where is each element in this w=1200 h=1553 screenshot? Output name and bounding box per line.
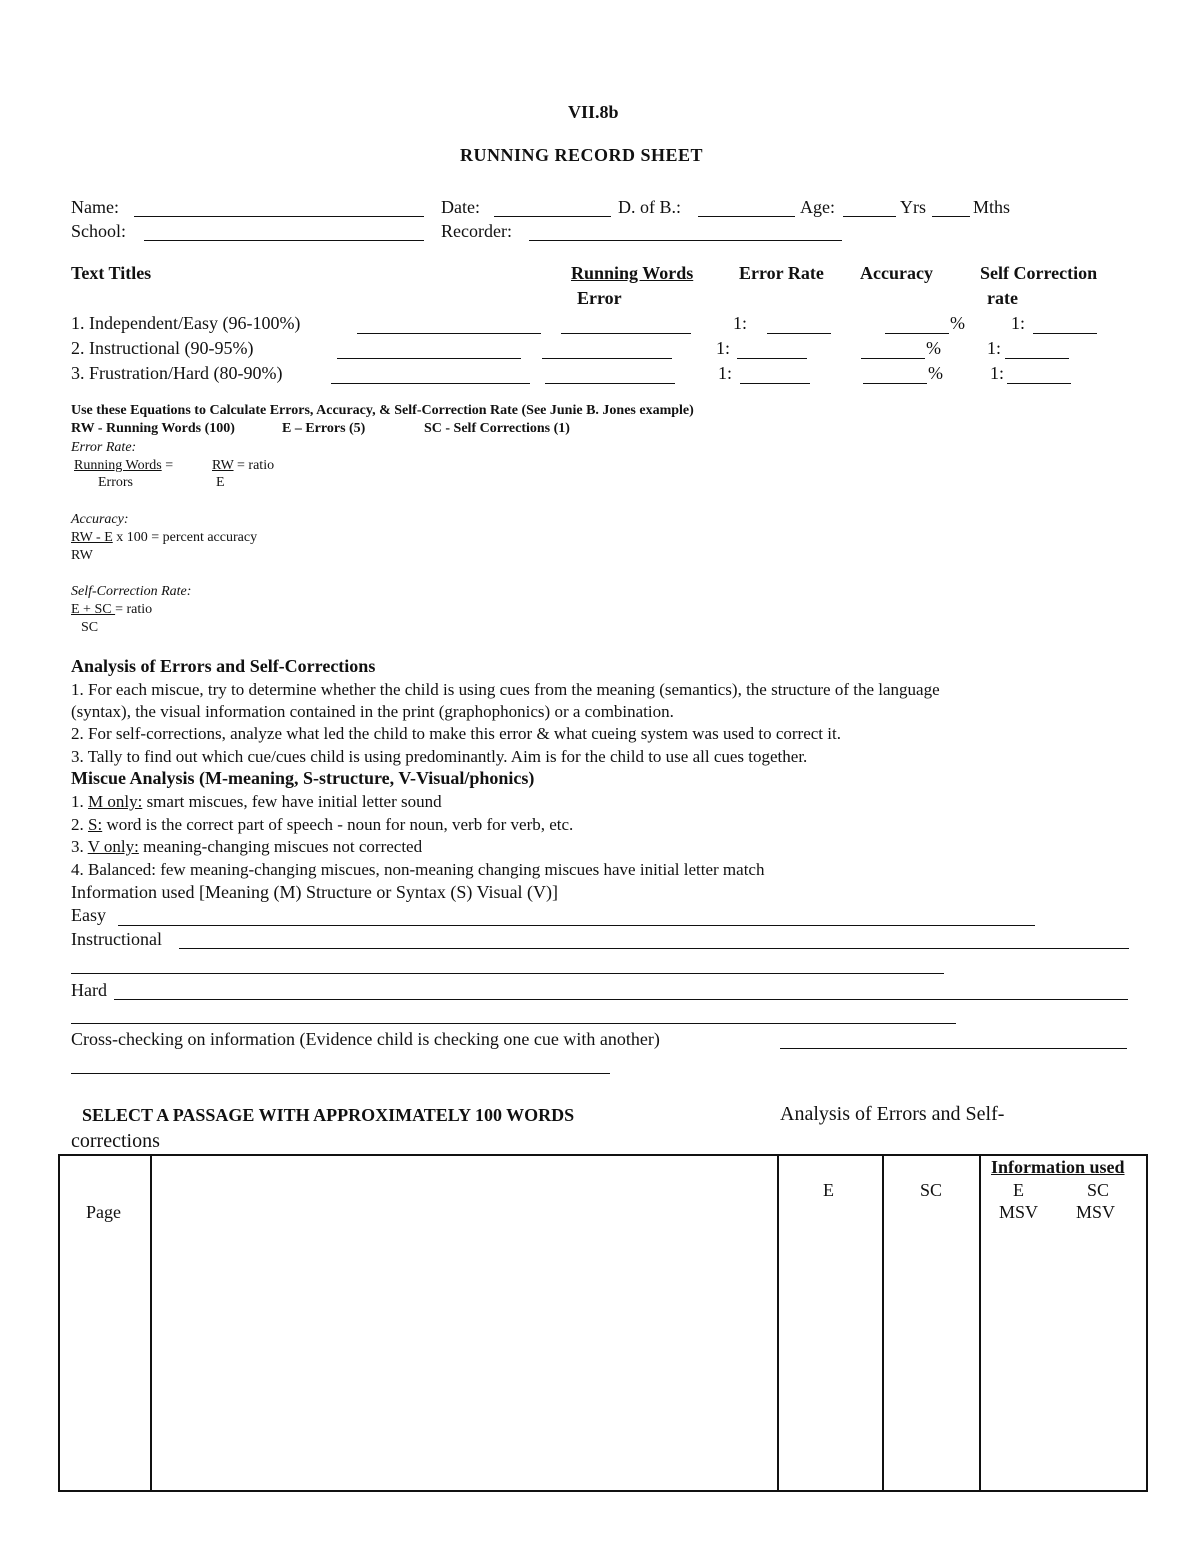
hard-running-words-field[interactable]: [545, 383, 675, 384]
er-equals: =: [161, 458, 174, 473]
table-page-header: Page: [86, 1202, 121, 1222]
instructional-sc-rate-field[interactable]: [1005, 358, 1069, 359]
acc-numerator: RW - E: [71, 530, 113, 545]
table-msv-e: MSV: [999, 1202, 1039, 1222]
table-e-header: E: [823, 1180, 834, 1200]
instructional-accuracy-field[interactable]: [861, 358, 925, 359]
easy-percent-sign: %: [950, 313, 965, 333]
table-info-e-header: E: [1013, 1180, 1024, 1200]
age-months-field[interactable]: [932, 216, 970, 217]
miscue-s-text: word is the correct part of speech - noun for noun, verb for verb, etc.: [102, 815, 574, 834]
hard-ratio-prefix: 1:: [718, 363, 733, 383]
miscue-title: Miscue Analysis (M-meaning, S-structure, V-Visual/phonics): [71, 768, 535, 788]
acc-rest: x 100 = percent accuracy: [112, 530, 258, 545]
er-denominator: Errors: [98, 475, 133, 490]
equations-heading: Use these Equations to Calculate Errors, Accuracy, & Self-Correction Rate (See Junie B. Jones example): [71, 403, 694, 418]
error-rate-ratio: [212, 458, 274, 474]
easy-sc-rate-field[interactable]: [1033, 333, 1097, 334]
accuracy-header: Accuracy: [860, 263, 933, 283]
analysis-item-2: 2. For self-corrections, analyze what led the child to make this error & what cueing system was used to correct it.: [71, 724, 841, 743]
years-label: Yrs: [900, 197, 926, 217]
instructional-ratio-prefix: 1:: [716, 338, 731, 358]
accuracy-label: Accuracy:: [71, 512, 129, 527]
hard-label: Hard: [71, 980, 107, 1000]
rate-header: rate: [987, 288, 1018, 308]
miscue-m-num: 1.: [71, 792, 88, 811]
text-titles-header: Text Titles: [71, 263, 152, 283]
analysis-title: Analysis of Errors and Self-Corrections: [71, 656, 376, 676]
hard-sc-prefix: 1:: [990, 363, 1005, 383]
hard-title-field[interactable]: [331, 383, 530, 384]
select-passage-instruction: SELECT A PASSAGE WITH APPROXIMATELY 100 WORDS: [82, 1105, 575, 1125]
table-msv-sc: MSV: [1076, 1202, 1116, 1222]
information-used-line: Information used [Meaning (M) Structure or Syntax (S) Visual (V)]: [71, 882, 558, 902]
hard-accuracy-field[interactable]: [863, 383, 927, 384]
er-rw: RW: [212, 458, 234, 473]
information-used-column-area[interactable]: [981, 1228, 1146, 1490]
miscue-s-num: 2.: [71, 815, 88, 834]
miscue-v-key: V only:: [87, 837, 139, 856]
instructional-sc-prefix: 1:: [987, 338, 1002, 358]
running-words-header: Running Words: [571, 263, 694, 283]
error-rate-header: Error Rate: [739, 263, 824, 283]
document-code: VII.8b: [568, 102, 619, 122]
dob-field[interactable]: [698, 216, 795, 217]
er-numerator: Running Words: [74, 458, 162, 473]
hard-error-rate-field[interactable]: [740, 383, 810, 384]
cross-checking-field[interactable]: [780, 1048, 1127, 1049]
sc-rate-label: Self-Correction Rate:: [71, 584, 192, 599]
accuracy-formula: [71, 530, 257, 546]
recorder-label: Recorder:: [441, 221, 512, 241]
level-row-hard-label: 3. Frustration/Hard (80-90%): [71, 363, 283, 383]
error-rate-label: Error Rate:: [71, 440, 137, 455]
sc-rest: = ratio: [115, 602, 153, 617]
miscue-v-text: meaning-changing miscues not corrected: [138, 837, 423, 856]
er-ratio-text: = ratio: [233, 458, 275, 473]
easy-sc-prefix: 1:: [1011, 313, 1026, 333]
months-label: Mths: [973, 197, 1011, 217]
legend-sc: SC - Self Corrections (1): [424, 421, 570, 436]
error-header: Error: [577, 288, 622, 308]
level-row-easy-label: 1. Independent/Easy (96-100%): [71, 313, 301, 333]
miscue-m-key: M only:: [88, 792, 143, 811]
sc-numerator: E + SC: [71, 602, 116, 617]
easy-running-words-field[interactable]: [561, 333, 691, 334]
instructional-label: Instructional: [71, 929, 162, 949]
running-record-table: [58, 1154, 1148, 1492]
instructional-percent-sign: %: [926, 338, 941, 358]
acc-denominator: RW: [71, 548, 93, 563]
school-label: School:: [71, 221, 127, 241]
page-column-area[interactable]: [60, 1236, 148, 1490]
easy-ratio-prefix: 1:: [733, 313, 748, 333]
recorder-field[interactable]: [529, 240, 842, 241]
analysis-item-1b: (syntax), the visual information contained in the print (graphophonics) or a combination.: [71, 702, 674, 721]
miscue-balanced: 4. Balanced: few meaning-changing miscues, non-meaning changing miscues have initial letter match: [71, 860, 765, 879]
name-label: Name:: [71, 197, 119, 217]
cross-checking-field-2[interactable]: [71, 1073, 610, 1074]
hard-percent-sign: %: [928, 363, 943, 383]
page-title: RUNNING RECORD SHEET: [460, 145, 704, 165]
analysis-errors-heading-cont: corrections: [71, 1130, 160, 1152]
instructional-error-rate-field[interactable]: [737, 358, 807, 359]
easy-title-field[interactable]: [357, 333, 541, 334]
miscue-m-only: [71, 792, 442, 812]
date-field[interactable]: [494, 216, 611, 217]
easy-accuracy-field[interactable]: [885, 333, 949, 334]
miscue-v-only: [71, 837, 422, 857]
miscue-m-text: smart miscues, few have initial letter sound: [142, 792, 442, 811]
error-rate-formula: [74, 458, 173, 474]
age-label: Age:: [800, 197, 835, 217]
sc-column-area[interactable]: [884, 1206, 977, 1490]
table-information-used-header: Information used: [991, 1157, 1125, 1177]
sc-rate-formula: [71, 602, 152, 618]
school-field[interactable]: [144, 240, 424, 241]
analysis-item-1a: 1. For each miscue, try to determine whether the child is using cues from the meaning (semantics), the structure of the language: [71, 680, 940, 699]
er-e: E: [216, 475, 225, 490]
easy-notes-field[interactable]: [118, 925, 1035, 926]
table-sc-header: SC: [920, 1180, 943, 1200]
easy-error-rate-field[interactable]: [767, 333, 831, 334]
hard-notes-field-2[interactable]: [71, 1023, 956, 1024]
miscue-s-key: S:: [88, 815, 103, 834]
self-correction-header: Self Correction: [980, 263, 1098, 283]
miscue-v-num: 3.: [71, 837, 88, 856]
hard-notes-field[interactable]: [114, 999, 1128, 1000]
cross-checking-label: Cross-checking on information (Evidence child is checking one cue with another): [71, 1029, 660, 1049]
name-field[interactable]: [134, 216, 424, 217]
hard-sc-rate-field[interactable]: [1007, 383, 1071, 384]
instructional-notes-field[interactable]: [179, 948, 1129, 949]
legend-rw: RW - Running Words (100): [71, 421, 235, 436]
instructional-title-field[interactable]: [337, 358, 521, 359]
instructional-notes-field-2[interactable]: [71, 973, 944, 974]
analysis-errors-heading: Analysis of Errors and Self-: [780, 1103, 1005, 1125]
table-info-sc-header: SC: [1087, 1180, 1110, 1200]
level-row-instructional-label: 2. Instructional (90-95%): [71, 338, 254, 358]
dob-label: D. of B.:: [618, 197, 681, 217]
instructional-running-words-field[interactable]: [542, 358, 672, 359]
easy-label: Easy: [71, 905, 106, 925]
passage-text-area[interactable]: [152, 1156, 775, 1490]
legend-e: E – Errors (5): [282, 421, 366, 436]
analysis-item-3: 3. Tally to find out which cue/cues child is using predominantly. Aim is for the child to use all cues together.: [71, 747, 808, 766]
date-label: Date:: [441, 197, 480, 217]
e-column-area[interactable]: [779, 1206, 880, 1490]
sc-denominator: SC: [81, 620, 99, 635]
age-years-field[interactable]: [843, 216, 896, 217]
miscue-s: [71, 815, 573, 835]
